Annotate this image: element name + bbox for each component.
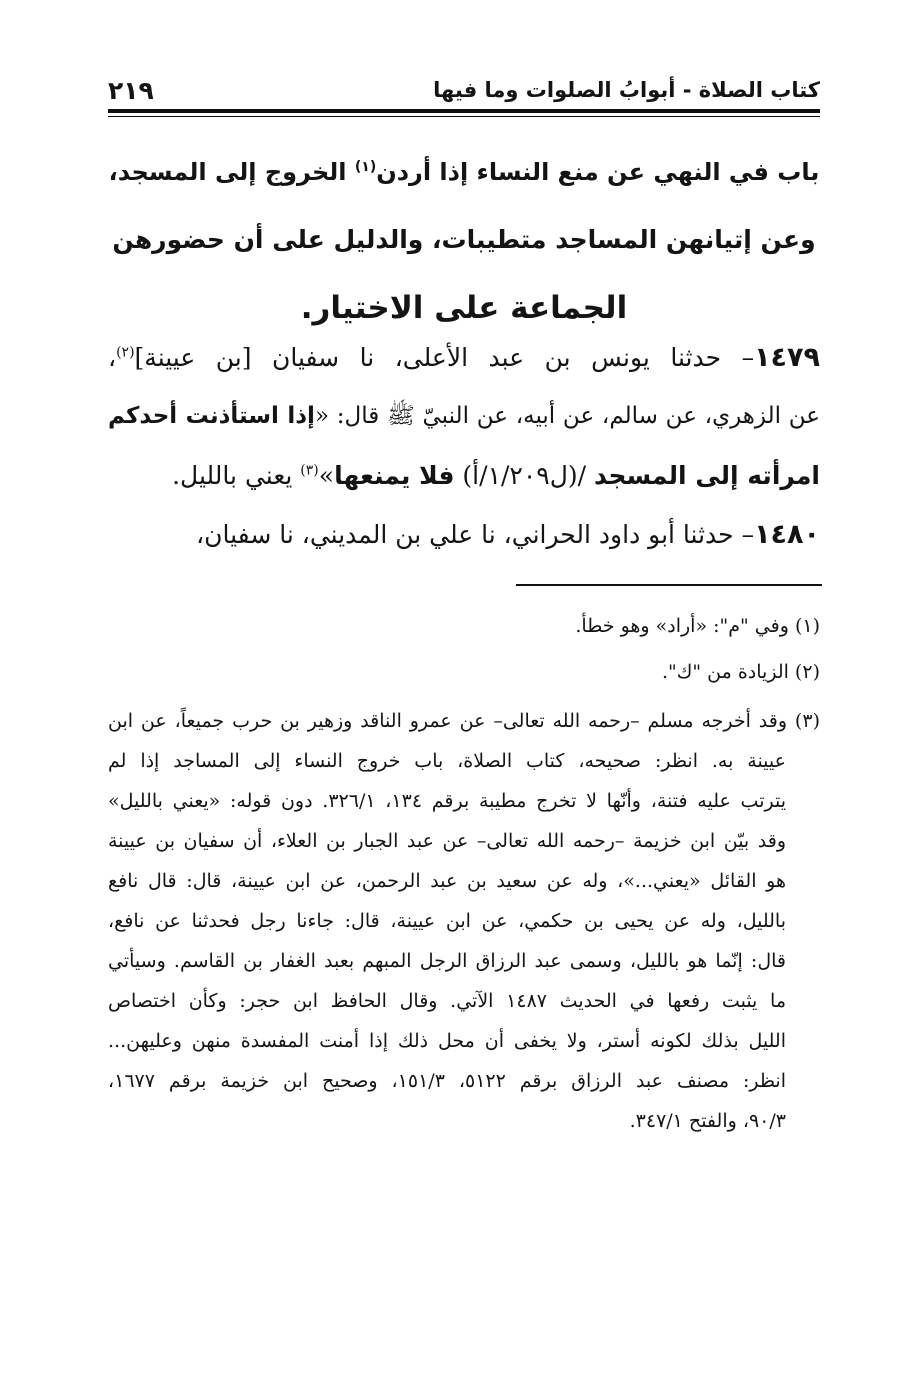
chapter-heading-line-3: الجماعة على الاختيار. [300,290,628,326]
main-text [108,328,820,564]
running-header [108,70,820,110]
isnad-text: يعني بالليل. [172,461,301,490]
footnote-2 [108,652,820,692]
hadith-number: ١٤٨٠ [754,519,820,550]
footnote-line: وقد بيّن ابن خزيمة –رحمه الله تعالى– عن عبد الجبار بن العلاء، أن سفيان بن عيينة [108,830,786,852]
hadith-line [108,387,820,446]
header-rule-thick [108,109,820,113]
footnote-3 [108,701,820,1141]
page-number: ٢١٩ [108,75,154,105]
footnote-line: (١) وفي "م": «أراد» وهو خطأ. [575,615,820,637]
matn-text: امرأته إلى المسجد [594,461,820,490]
hadith-line [108,505,820,564]
footnote-line: انظر: مصنف عبد الرزاق برقم ٥١٢٢، ١٥١/٣، وصحيح ابن خزيمة برقم ١٦٧٧، [108,1070,786,1092]
chapter-heading-text: باب في النهي عن منع النساء إذا أردن [376,158,820,186]
footnote-line: (٣) وقد أخرجه مسلم –رحمه الله تعالى– عن عمرو الناقد وزهير بن حرب جميعاً، عن ابن [108,710,820,732]
footnote-ref-3: (٣) [300,462,319,479]
footnote-line: عيينة به. انظر: صحيحه، كتاب الصلاة، باب خروج النساء إلى المساجد إذا لم [108,750,786,772]
footnote-line: الليل بذلك لكونه أستر، ولا يخفى أن محل ذلك إذا أمنت المفسدة منهن وعليهن... [108,1030,786,1052]
hadith-line [108,446,820,505]
footnote-separator [516,584,822,586]
footnote-line: يترتب عليه فتنة، وأنّها لا تخرج مطيبة برقم ١٣٤، ٣٢٦/١. دون قوله: «يعني بالليل» [108,790,786,812]
hadith-1479 [108,328,820,505]
hadith-1480 [108,505,820,564]
footnote-line: (٢) الزيادة من "ك". [661,661,820,683]
chapter-heading-line-1 [108,138,820,206]
chapter-heading-line-2: وعن إتيانهن المساجد متطيبات، والدليل على أن حضورهن [112,225,816,254]
footnote-ref-2: (٢) [116,344,135,361]
footnote-line: ما يثبت رفعها في الحديث ١٤٨٧ الآتي. وقال الحافظ ابن حجر: وكأن اختصاص [108,990,787,1012]
chapter-heading [108,138,820,342]
hadith-number: ١٤٧٩ [754,342,820,373]
footnote-line: قال: إنّما هو بالليل، وسمى عبد الرزاق الرجل المبهم بعبد الغفار بن القاسم. وسيأتي [108,950,786,972]
isnad-text: ، [108,343,117,372]
folio-marker: /(ل١/٢٠٩/أ) [454,461,594,490]
header-rule-thin [108,116,820,117]
isnad-text: – حدثنا أبو داود الحراني، نا علي بن المديني، نا سفيان، [196,520,755,549]
footnote-line: هو القائل «يعني...»، وله عن سعيد بن عبد الرحمن، عن ابن عيينة، قال: قال نافع [108,870,786,892]
header-title: كتاب الصلاة - أبوابُ الصلوات وما فيها [433,78,820,102]
footnote-line: بالليل، وله عن يحيى بن حكمي، عن ابن عيينة، قال: جاءنا رجل فحدثنا عن نافع، [108,910,786,932]
quote-end: » [318,461,335,490]
isnad-text: – حدثنا يونس بن عبد الأعلى، نا سفيان [بن عيينة] [134,343,755,372]
footnotes [108,606,820,1141]
footnote-ref-1: (١) [354,159,377,175]
footnote-line: ٩٠/٣، والفتح ٣٤٧/١. [629,1110,786,1132]
matn-text: إذا استأذنت أحدكم [108,403,315,429]
isnad-text: عن الزهري، عن سالم، عن أبيه، عن النبيّ ﷺ قال: « [314,403,820,429]
footnote-1 [108,606,820,646]
hadith-line [108,328,820,387]
chapter-heading-text-end: الخروج إلى المسجد، [108,158,355,186]
matn-text: فلا يمنعها [334,461,455,490]
